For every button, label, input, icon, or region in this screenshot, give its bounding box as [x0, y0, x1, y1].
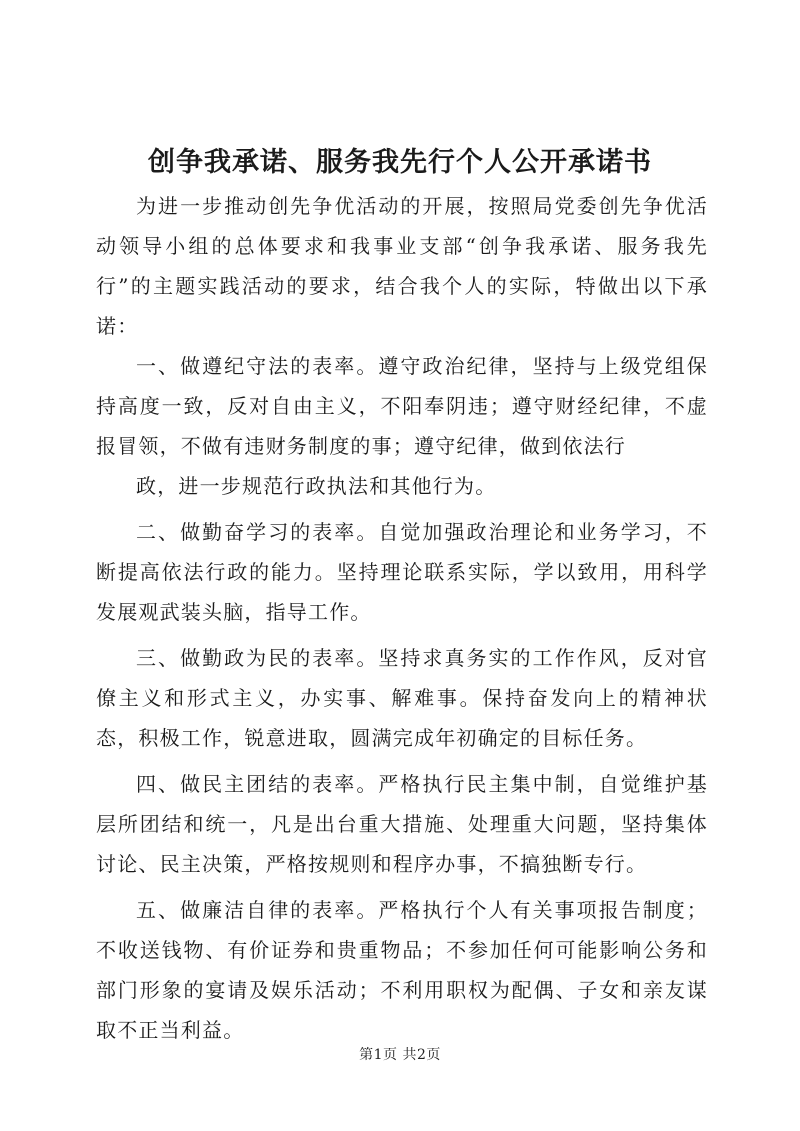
paragraph-intro: 为进一步推动创先争优活动的开展，按照局党委创先争优活动领导小组的总体要求和我事业支部“创争我承诺、服务我先行”的主题实践活动的要求，结合我个人的实际，特做出以下承诺：	[96, 194, 708, 338]
page-indicator: 第1页 共2页	[359, 1047, 441, 1063]
paragraph-pledge-1: 一、做遵纪守法的表率。遵守政治纪律，坚持与上级党组保持高度一致，反对自由主义，不阳奉阴违；遵守财经纪律，不虚报冒领，不做有违财务制度的事；遵守纪律，做到依法行	[96, 354, 708, 458]
paragraph-pledge-4: 四、做民主团结的表率。严格执行民主集中制，自觉维护基层所团结和统一，凡是出台重大措施、处理重大问题，坚持集体讨论、民主决策，严格按规则和程序办事，不搞独断专行。	[96, 772, 708, 876]
paragraph-pledge-3: 三、做勤政为民的表率。坚持求真务实的工作作风，反对官僚主义和形式主义，办实事、解难事。保持奋发向上的精神状态，积极工作，锐意进取，圆满完成年初确定的目标任务。	[96, 646, 708, 750]
paragraph-pledge-1-continued: 政，进一步规范行政执法和其他行为。	[136, 474, 497, 498]
paragraph-pledge-5: 五、做廉洁自律的表率。严格执行个人有关事项报告制度；不收送钱物、有价证券和贵重物品；不参加任何可能影响公务和部门形象的宴请及娱乐活动；不利用职权为配偶、子女和亲友谋取不正当利益。	[96, 898, 708, 1042]
paragraph-pledge-2: 二、做勤奋学习的表率。自觉加强政治理论和业务学习，不断提高依法行政的能力。坚持理论联系实际，学以致用，用科学发展观武装头脑，指导工作。	[96, 520, 708, 624]
document-body	[96, 186, 708, 1050]
document-title: 创争我承诺、服务我先行个人公开承诺书	[148, 147, 652, 178]
